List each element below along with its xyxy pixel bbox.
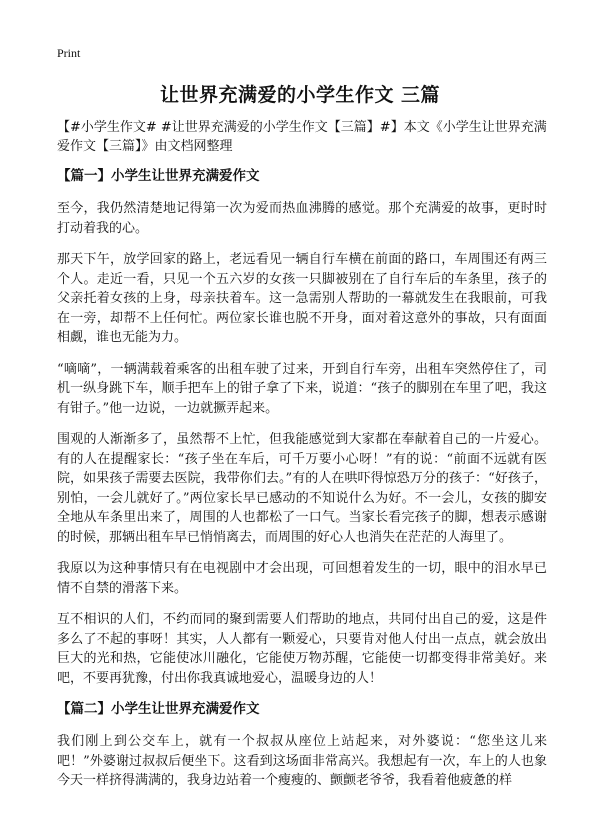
section-2-heading: 【篇二】小学生让世界充满爱作文	[57, 701, 260, 717]
section-1-paragraph: 我原以为这种事情只有在电视剧中才会出现，可回想着发生的一切，眼中的泪水早已情不自禁的滑落下来。	[57, 561, 547, 596]
section-2-paragraph: 我们刚上到公交车上，就有一个叔叔从座位上站起来，对外婆说：“您坐这儿来吧！”外婆谢过叔叔后便坐下。这看到这场面非常高兴。我想起有一次，车上的人也象今天一样挤得满满的，我身边站着一个瘦瘦的、颤颤老爷爷，我看着他疲惫的样	[57, 734, 547, 788]
section-1-paragraph: 互不相识的人们，不约而同的聚到需要人们帮助的地点，共同付出自己的爱，这是件多么了不起的事呀！其实，人人都有一颗爱心，只要肯对他人付出一点点，就会放出巨大的光和热，它能使冰川融化，它能使万物苏醒，它能使一切都变得非常美好。来吧，不要再犹豫，付出你我真诚地爱心，温暖身边的人！	[57, 612, 547, 686]
print-label: Print	[57, 46, 81, 60]
section-1-paragraph: 那天下午，放学回家的路上，老远看见一辆自行车横在前面的路口，车周围还有两三个人。走近一看，只见一个五六岁的女孩一只脚被别在了自行车后的车条里，孩子的父亲托着女孩的上身，母亲扶着车。这一急需别人帮助的一幕就发生在我眼前，可我在一旁，却帮不上任何忙。两位家长谁也脱不开身，面对着这意外的事故，只有面面相觑，谁也无能为力。	[57, 252, 547, 345]
document-title: 让世界充满爱的小学生作文 三篇	[159, 84, 441, 106]
section-1-paragraph: 至今，我仍然清楚地记得第一次为爱而热血沸腾的感觉。那个充满爱的故事，更时时打动着我的心。	[57, 201, 547, 236]
section-1-paragraph: 围观的人渐渐多了，虽然帮不上忙，但我能感觉到大家都在奉献着自己的一片爱心。有的人在提醒家长：“孩子坐在车后，可千万要小心呀！”有的说：“前面不远就有医院，如果孩子需要去医院，我带你们去。”有的人在哄吓得惊恐万分的孩子：“好孩子，别怕，一会儿就好了。”两位家长早已感动的不知说什么为好。不一会儿，女孩的脚安全地从车条里出来了，周围的人也都松了一口气。当家长看完孩子的脚，想表示感谢的时候，那辆出租车早已悄悄离去，而周围的好心人也消失在茫茫的人海里了。	[57, 432, 547, 545]
section-1-paragraph: “嘀嘀”，一辆满载着乘客的出租车驶了过来，开到自行车旁，出租车突然停住了，司机一纵身跳下车，顺手把车上的钳子拿了下来，说道：“孩子的脚别在车里了吧，我这有钳子。”他一边说，一边就撅弄起来。	[57, 361, 547, 416]
intro-text: 【#小学生作文# #让世界充满爱的小学生作文【三篇】#】本文《小学生让世界充满爱作文【三篇】》由文档网整理	[57, 120, 547, 154]
section-1-heading: 【篇一】小学生让世界充满爱作文	[57, 168, 260, 184]
document-body	[57, 118, 547, 803]
